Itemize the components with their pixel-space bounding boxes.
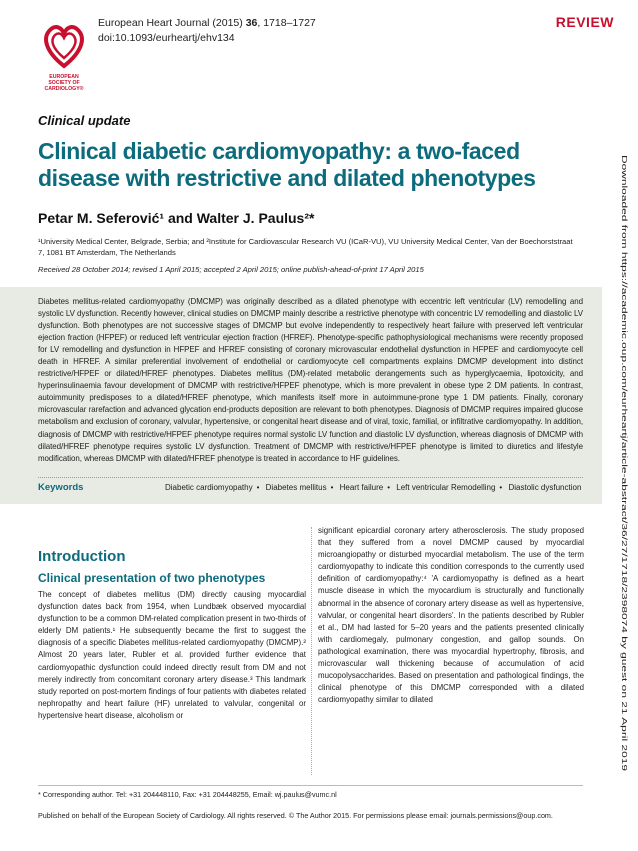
keyword: Left ventricular Remodelling	[396, 483, 496, 492]
introduction-heading: Introduction	[38, 548, 126, 565]
body-paragraph: significant epicardial coronary artery atherosclerosis. The study proposed that they suffered from a novel DMCMP caused by myocardial microangiopathy or disturbed myocardial metabolism. The use of the term cardiomyopathy to indicate this condition corresponds to the currently used definition of cardiomyopathy:⁴ 'A cardiomyopathy is defined as a heart muscle disease in which the myocardium is structurally and functionally abnormal in the absence of coronary artery disease as well as hypertensive, valvular, or congenital heart disorders'. In the patients described by Rubler et al., DM had lasted for 5–20 years and the patients presented clinically with cardiomegaly, pulmonary congestion, and gallop sounds. On pathological examination, there was myocardial hypertrophy, fibrosis, and microvascular wall thickening because of accumulation of acid mucopolysaccharides. Based on presentation and pathological findings, the clinical phenotype of this DMCMP corresponded with a dilated cardiomyopathy similar to dilated	[318, 526, 584, 705]
svg-text:EUROPEAN: EUROPEAN	[49, 74, 79, 80]
journal-citation: European Heart Journal (2015) 36, 1718–1727 doi:10.1093/eurheartj/ehv134	[98, 17, 316, 44]
keywords-divider	[38, 477, 583, 478]
esc-logo	[38, 20, 90, 100]
column-divider	[311, 527, 312, 775]
keyword: Diabetic cardiomyopathy	[165, 483, 253, 492]
article-type: Clinical update	[38, 113, 131, 128]
svg-text:CARDIOLOGY®: CARDIOLOGY®	[44, 86, 84, 92]
keyword: Heart failure	[339, 483, 384, 492]
affiliations: ¹University Medical Center, Belgrade, Serbia; and ²Institute for Cardiovascular Research VU (ICaR-VU), VU University Medical Center, Van der Boechorststraat 7, 1081 BT Amsterdam, The Netherlands	[38, 237, 573, 257]
side-note-text: Downloaded from https://academic.oup.com/eurheartj/article-abstract/36/27/1718/2398074 by guest on 21 April 2019	[620, 155, 629, 547]
section-label: REVIEW	[555, 14, 614, 30]
footer-divider	[38, 785, 583, 786]
keyword: Diastolic dysfunction	[508, 483, 582, 492]
abstract-text: Diabetes mellitus-related cardiomyopathy (DMCMP) was originally described as a dilated phenotype with eccentric left ventricular (LV) remodelling and systolic LV dysfunction. Recently however, clinical studies on DMCMP mainly describe a restrictive phenotype with concentric LV remodelling and diastolic LV dysfunction. Both phenotypes are not successive stages of DMCMP but evolve independently to respectively heart failure with preserved left ventricular ejection fraction (HFPEF) or reduced left ventricular ejection fraction (HFREF). Phenotype-specific pathophysiological mechanisms were recently proposed for LV remodelling and dysfunction in HFPEF and HFREF consisting of coronary microvascular endothelial dysfunction in HFPEF and cardiomyocyte cell death in HFREF. A similar preferential involvement of endothelial or cardiomyocyte cell compartments explains DMCMP development into distinct restrictive/HFPEF or dilated/HFREF phenotypes. Diabetes mellitus (DM)-related metabolic derangements such as hyperglycaemia, lipotoxicity, and hyperinsulinaemia favour development of DMCMP with restrictive/HFPEF phenotype, which is more prevalent in obese type 2 DM patients. In contrast, autoimmunity predisposes to a dilated/HFREF phenotype, which manifests itself more in autoimmune-prone type 1 DM patients. Finally, coronary microvascular rarefaction and advanced glycation end-products deposition are relevant to both phenotypes. Diagnosis of DMCMP requires impaired glucose metabolism and exclusion of coronary, valvular, hypertensive, or congenital heart disease and of viral, toxic, familial, or infiltrative cardiomyopathy. In addition, diagnosis of DMCMP with restrictive/HFPEF phenotype requires normal systolic LV function and diastolic LV dysfunction, whereas diagnosis of DMCMP with dilated/HFREF phenotype requires systolic LV dysfunction. Treatment of DMCMP with restrictive/HFPEF phenotype is limited to diuretics and lifestyle modification, whereas DMCMP with dilated/HFREF phenotype is treated in accordance to HF guidelines.	[38, 297, 583, 463]
received-dates: Received 28 October 2014; revised 1 April 2015; accepted 2 April 2015; online publish-ahead-of-print 17 April 2015	[38, 265, 424, 274]
publication-notice: Published on behalf of the European Society of Cardiology. All rights reserved. © The Author 2015. For permissions please email: journals.permissions@oup.com.	[38, 811, 553, 820]
doi-link[interactable]: doi:10.1093/eurheartj/ehv134	[98, 32, 235, 44]
svg-text:SOCIETY OF: SOCIETY OF	[48, 80, 80, 86]
keywords-label: Keywords	[38, 482, 84, 493]
article-title: Clinical diabetic cardiomyopathy: a two-faced disease with restrictive and dilated phenotypes	[38, 138, 536, 191]
left-column	[38, 548, 306, 722]
keyword: Diabetes mellitus	[265, 483, 327, 492]
right-column	[318, 525, 584, 706]
subsection-heading: Clinical presentation of two phenotypes	[38, 571, 266, 585]
authors: Petar M. Seferović¹ and Walter J. Paulus²*	[38, 210, 315, 226]
body-paragraph: The concept of diabetes mellitus (DM) directly causing myocardial dysfunction dates back from 1954, when Lundbæk observed myocardial dysfunction to be a common DM-related complication present in two-thirds of elderly DM patients.¹ He subsequently became the first to suggest the diagnosis of a specific Diabetes mellitus-related cardiomyopathy (DMCMP).² Almost 20 years later, Rubler et al. provided further evidence that cardiomyopathic dysfunction could indeed directly result from DM and not merely indirectly from concomitant coronary artery disease.³ This landmark study reported on post-mortem findings of four patients with diabetes related nephropathy and heart failure (HF) unrelated to valvular, congenital or hypertensive heart disease, alcoholism or	[38, 590, 306, 720]
keywords-list: Diabetic cardiomyopathy • Diabetes mellitus • Heart failure • Left ventricular Remodelling • Diastolic dysfunction	[165, 483, 582, 492]
corresponding-author: * Corresponding author. Tel: +31 204448110, Fax: +31 204448255, Email: wj.paulus@vumc.nl	[38, 790, 337, 799]
download-side-note	[612, 155, 629, 775]
